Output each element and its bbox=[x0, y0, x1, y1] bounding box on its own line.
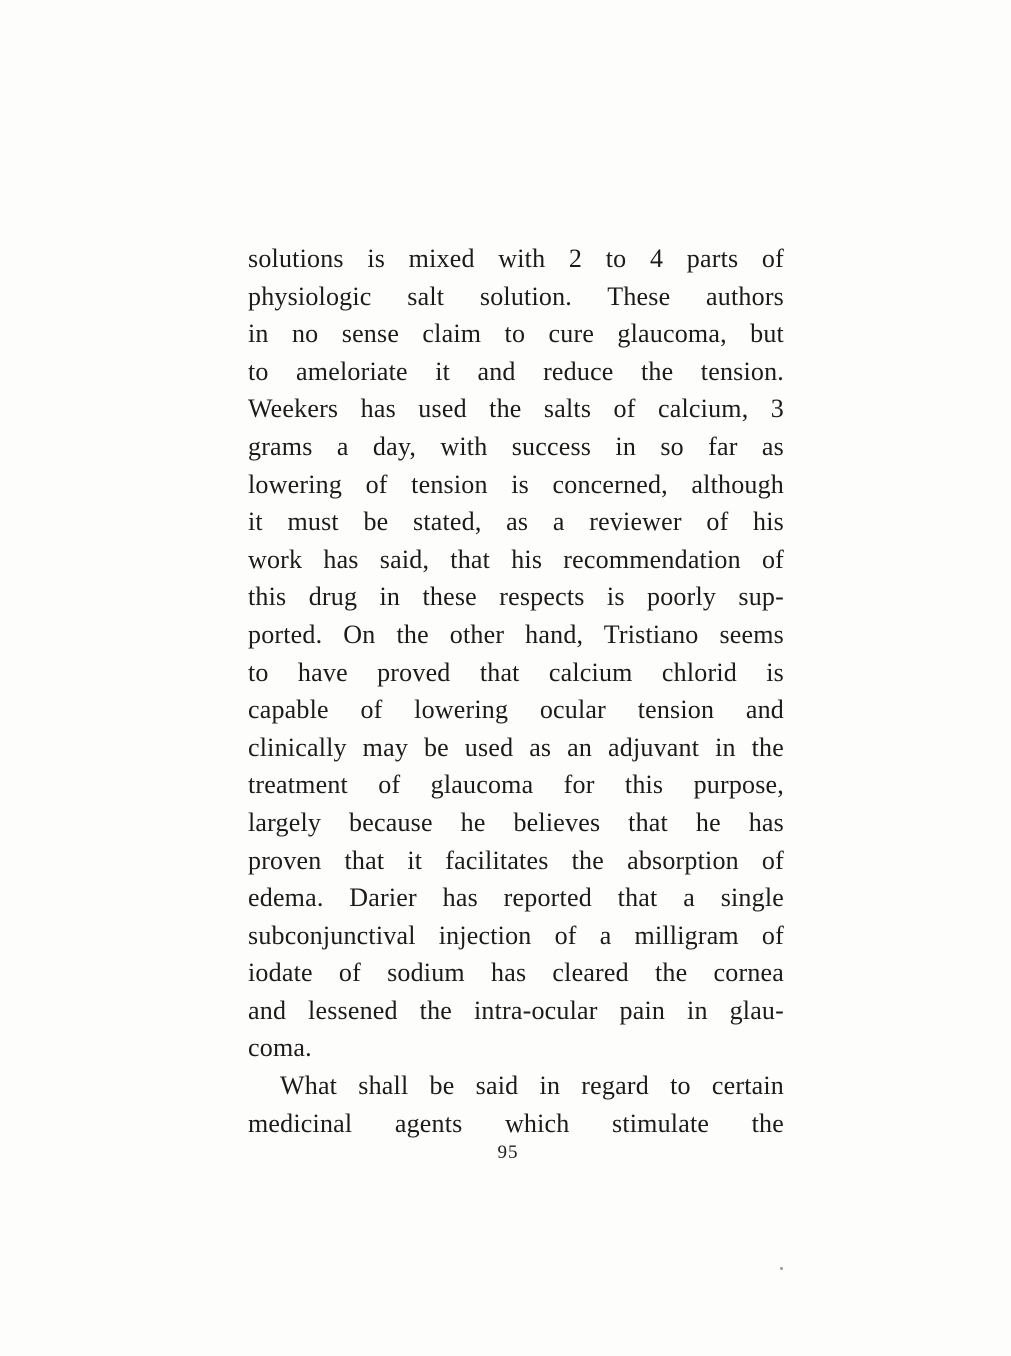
text-line: proven that it facilitates the absorption of bbox=[248, 845, 784, 875]
text-line: to have proved that calcium chlorid is bbox=[248, 657, 784, 687]
text-line: lowering of tension is concerned, although bbox=[248, 469, 784, 499]
text-line: iodate of sodium has cleared the cornea bbox=[248, 958, 784, 988]
scan-speck bbox=[780, 1267, 783, 1270]
text-line: largely because he believes that he has bbox=[248, 807, 784, 837]
text-line: subconjunctival injection of a milligram of bbox=[248, 920, 784, 950]
text-line: ported. On the other hand, Tristiano seems bbox=[248, 619, 784, 649]
text-line: capable of lowering ocular tension and bbox=[248, 695, 784, 725]
text-line: Weekers has used the salts of calcium, 3 bbox=[248, 394, 784, 424]
text-line: solutions is mixed with 2 to 4 parts of bbox=[248, 244, 784, 273]
text-line: edema. Darier has reported that a single bbox=[248, 883, 784, 913]
text-line: grams a day, with success in so far as bbox=[248, 431, 784, 461]
text-block bbox=[248, 240, 784, 1142]
text-line: physiologic salt solution. These authors bbox=[248, 281, 784, 311]
text-line: work has said, that his recommendation of bbox=[248, 544, 784, 574]
text-line: medicinal agents which stimulate the bbox=[248, 1108, 784, 1138]
text-line: coma. bbox=[248, 1033, 312, 1063]
text-line: treatment of glaucoma for this purpose, bbox=[248, 770, 784, 800]
text-line: What shall be said in regard to certain bbox=[280, 1071, 784, 1101]
text-line: it must be stated, as a reviewer of his bbox=[248, 507, 784, 537]
text-line: and lessened the intra-ocular pain in glau- bbox=[248, 995, 784, 1025]
text-line: this drug in these respects is poorly sup- bbox=[248, 582, 784, 612]
text-line: to ameloriate it and reduce the tension. bbox=[248, 356, 784, 386]
text-line: in no sense claim to cure glaucoma, but bbox=[248, 319, 784, 349]
text-line: clinically may be used as an adjuvant in the bbox=[248, 732, 784, 762]
page-number: 95 bbox=[497, 1142, 519, 1163]
